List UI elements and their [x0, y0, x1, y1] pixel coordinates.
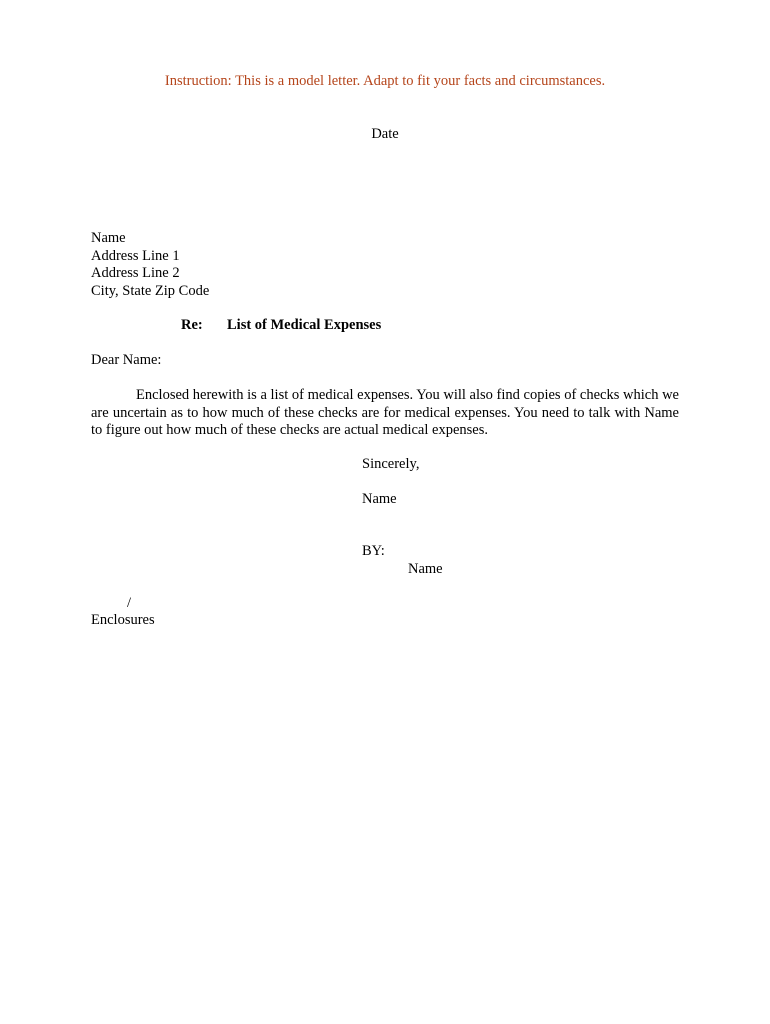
body-paragraph: Enclosed herewith is a list of medical expenses. You will also find copies of checks which we are uncertain as to how much of these checks are for medical expenses. You need to talk with Name to figure out how much of these checks are actual medical expenses.	[91, 387, 679, 438]
signer-name: Name	[362, 491, 397, 507]
recipient-address-line-1: Address Line 1	[91, 247, 180, 264]
by-label: BY:	[362, 543, 385, 559]
subject-text: List of Medical Expenses	[227, 317, 382, 333]
reference-initials: /	[127, 595, 132, 611]
recipient-address-line-2: Address Line 2	[91, 265, 180, 281]
recipient-address	[91, 230, 209, 300]
salutation: Dear Name:	[91, 352, 162, 368]
letter-date: Date	[371, 126, 399, 142]
subject-label: Re:	[181, 317, 203, 333]
recipient-name: Name	[91, 230, 126, 246]
recipient-city-state-zip: City, State Zip Code	[91, 282, 210, 299]
instruction-note: Instruction: This is a model letter. Adapt to fit your facts and circumstances.	[164, 73, 606, 89]
closing: Sincerely,	[362, 456, 420, 472]
by-name: Name	[408, 561, 443, 577]
enclosures-note: Enclosures	[91, 612, 155, 628]
subject-line	[181, 317, 381, 335]
